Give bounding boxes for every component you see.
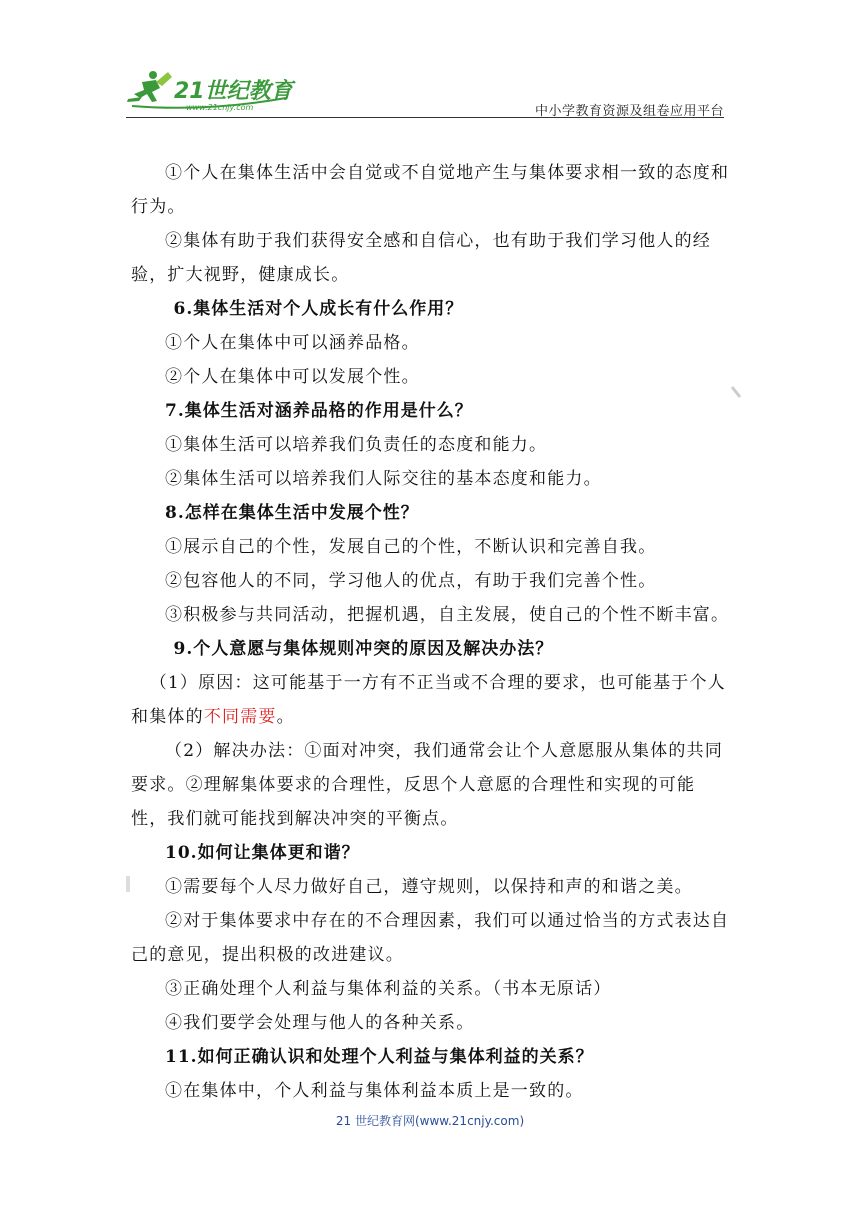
paragraph: ①个人在集体生活中会自觉或不自觉地产生与集体要求相一致的态度和行为。 bbox=[131, 163, 730, 217]
text-run: 。 bbox=[276, 707, 295, 727]
paragraph: ②个人在集体中可以发展个性。 bbox=[165, 367, 420, 387]
header-divider bbox=[126, 117, 724, 118]
paragraph: （2）解决办法：①面对冲突，我们通常会让个人意愿服从集体的共同要求。②理解集体要求的合理性，反思个人意愿的合理性和实现的可能性，我们就可能找到解决冲突的平衡点。 bbox=[131, 741, 724, 829]
paragraph: ①在集体中，个人利益与集体利益本质上是一致的。 bbox=[165, 1081, 584, 1101]
question-heading: 9.个人意愿与集体规则冲突的原因及解决办法？ bbox=[173, 639, 554, 659]
paragraph: ②包容他人的不同，学习他人的优点，有助于我们完善个性。 bbox=[165, 571, 657, 591]
scan-mark bbox=[124, 874, 132, 898]
paragraph: ④我们要学会处理与他人的各种关系。 bbox=[165, 1013, 475, 1033]
paragraph: ③积极参与共同活动，把握机遇，自主发展，使自己的个性不断丰富。 bbox=[165, 605, 730, 625]
question-heading: 11.如何正确认识和处理个人利益与集体利益的关系？ bbox=[165, 1047, 594, 1067]
paragraph: ①需要每个人尽力做好自己，遵守规则，以保持和声的和谐之美。 bbox=[165, 877, 693, 897]
question-heading: 8.怎样在集体生活中发展个性？ bbox=[165, 503, 419, 523]
scan-mark bbox=[730, 384, 742, 403]
paragraph: ②对于集体要求中存在的不合理因素，我们可以通过恰当的方式表达自己的意见，提出积极的改进建议。 bbox=[131, 911, 730, 965]
svg-text:www.21cnjy.com: www.21cnjy.com bbox=[186, 103, 254, 112]
runner-logo-icon bbox=[126, 68, 296, 112]
page-footer: 21 世纪教育网(www.21cnjy.com) bbox=[335, 1114, 525, 1128]
question-heading: 7.集体生活对涵养品格的作用是什么？ bbox=[165, 401, 473, 421]
page-header bbox=[126, 66, 724, 119]
site-logo bbox=[126, 68, 296, 112]
platform-name: 中小学教育资源及组卷应用平台 bbox=[534, 104, 724, 119]
svg-text:21世纪教育: 21世纪教育 bbox=[174, 79, 293, 104]
text-run: （1）原因：这可能基于一方有不正当或不合理的要求，也可能基于个人和集体的 bbox=[131, 673, 726, 727]
paragraph: ②集体有助于我们获得安全感和自信心，也有助于我们学习他人的经验，扩大视野，健康成长。 bbox=[131, 231, 711, 285]
paragraph: ③正确处理个人利益与集体利益的关系。（书本无原话） bbox=[165, 979, 612, 999]
paragraph: ①集体生活可以培养我们负责任的态度和能力。 bbox=[165, 435, 548, 455]
document-body bbox=[131, 156, 731, 1108]
highlighted-term: 不同需要 bbox=[203, 707, 277, 727]
paragraph bbox=[131, 666, 731, 734]
paragraph: ①个人在集体中可以涵养品格。 bbox=[165, 333, 420, 353]
question-heading: 6.集体生活对个人成长有什么作用？ bbox=[173, 299, 464, 319]
question-heading: 10.如何让集体更和谐？ bbox=[165, 843, 360, 863]
paragraph: ②集体生活可以培养我们人际交往的基本态度和能力。 bbox=[165, 469, 602, 489]
paragraph: ①展示自己的个性，发展自己的个性，不断认识和完善自我。 bbox=[165, 537, 657, 557]
